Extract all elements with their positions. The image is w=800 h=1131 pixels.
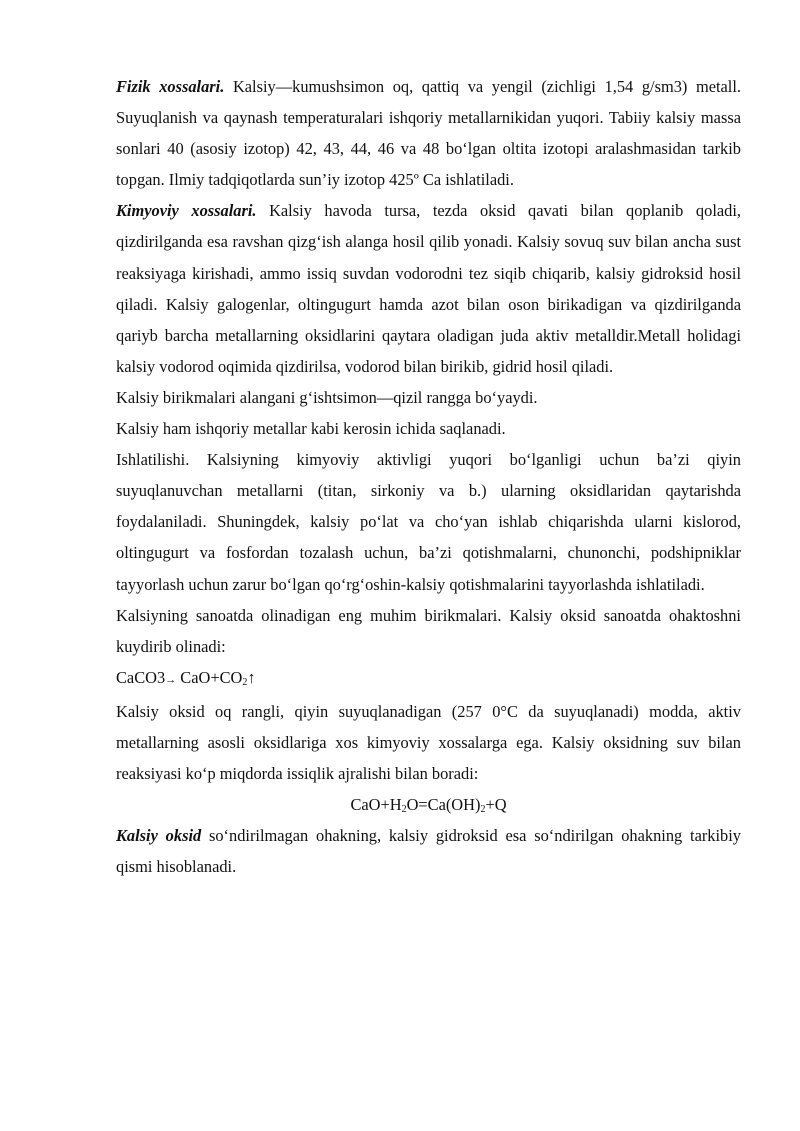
chemical-properties-paragraph <box>116 195 741 382</box>
calcium-oxide-paragraph: Kalsiy oksid oq rangli, qiyin suyuqlanadigan (257 0°C da suyuqlanadi) modda, aktiv metallarning asosli oksidlariga xos kimyoviy xossalarga ega. Kalsiy oksidning suv bilan reaksiyasi ko‘p miqdorda issiqlik ajralishi bilan boradi: <box>116 701 741 784</box>
equation-product: CaO+CO <box>176 667 243 687</box>
slaking-equation <box>116 789 741 820</box>
usage-paragraph: Ishlatilishi. Kalsiyning kimyoviy aktivligi yuqori bo‘lganligi uchun ba’zi qiyin suyuqlanuvchan metallarni (titan, sirkoniy va b.) ularning oksidlaridan qaytarishda foydalaniladi. Shuningdek, kalsiy po‘lat va cho‘yan ishlab chiqarishda ularni kislorod, oltingugurt va fosfordan tozalash uchun, ba’zi qotishmalarni, chunonchi, podshipniklar tayyorlash uchun zarur bo‘lgan qo‘rg‘oshin-kalsiy qotishmalarini tayyorlashda ishlatiladi. <box>116 450 741 594</box>
equation-subscript-1: 2 <box>401 804 407 816</box>
lime-text: so‘ndirilmagan ohakning, kalsiy gidroksid esa so‘ndirilgan ohakning tarkibiy qismi hisoblanadi. <box>116 826 741 877</box>
chemical-properties-heading: Kimyoviy xossalari. <box>116 201 257 221</box>
calcination-equation <box>116 662 741 696</box>
lime-heading: Kalsiy oksid <box>116 826 202 846</box>
equation-part-b: O=Ca(OH) <box>406 795 481 815</box>
reaction-arrow-icon: → <box>165 673 177 686</box>
lime-paragraph <box>116 820 741 882</box>
flame-color-paragraph: Kalsiy birikmalari alangani g‘ishtsimon—qizil rangga bo‘yaydi. <box>116 387 538 407</box>
compounds-paragraph: Kalsiyning sanoatda olinadigan eng muhim birikmalari. Kalsiy oksid sanoatda ohaktoshni kuydirib olinadi: <box>116 605 741 656</box>
physical-properties-paragraph <box>116 71 741 195</box>
equation-subscript-2: 2 <box>480 804 486 816</box>
equation-subscript: 2 <box>242 676 248 688</box>
chemical-properties-text: Kalsiy havoda tursa, tezda oksid qavati bilan qoplanib qoladi, qizdirilganda esa ravshan qizg‘ish alanga hosil qilib yonadi. Kalsiy sovuq suv bilan ancha sust reaksiyaga kirishadi, ammo issiq suvdan vodorodni tez siqib chiqarib, kalsiy gidroksid hosil qiladi. Kalsiy galogenlar, oltingugurt hamda azot bilan oson birikadigan va qizdirilganda qariyb barcha metallarning oksidlarini qaytara oladigan juda aktiv metalldir.Metall holidagi kalsiy vodorod oqimida qizdirilsa, vodorod bilan birikib, gidrid hosil qiladi. <box>116 201 741 376</box>
gas-up-arrow-icon: ↑ <box>247 667 256 687</box>
physical-properties-heading: Fizik xossalari. <box>116 77 225 96</box>
equation-reactant: CaCO3 <box>116 667 166 687</box>
physical-properties-text: Kalsiy—kumushsimon oq, qattiq va yengil (zichligi 1,54 g/sm3) metall. Suyuqlanish va qaynash temperaturalari ishqoriy metallarnikidan yuqori. Tabiiy kalsiy massa sonlari 40 (asosiy izotop) 42, 43, 44, 46 va 48 bo‘lgan oltita izotopi aralashmasidan tarkib topgan. Ilmiy tadqiqotlarda sun’iy izotop 425º Ca ishlatiladi. <box>116 77 742 190</box>
equation-part-c: +Q <box>485 795 507 815</box>
equation-part-a: CaO+H <box>350 795 402 815</box>
storage-paragraph: Kalsiy ham ishqoriy metallar kabi kerosin ichida saqlanadi. <box>116 419 506 439</box>
document-body <box>116 71 741 882</box>
